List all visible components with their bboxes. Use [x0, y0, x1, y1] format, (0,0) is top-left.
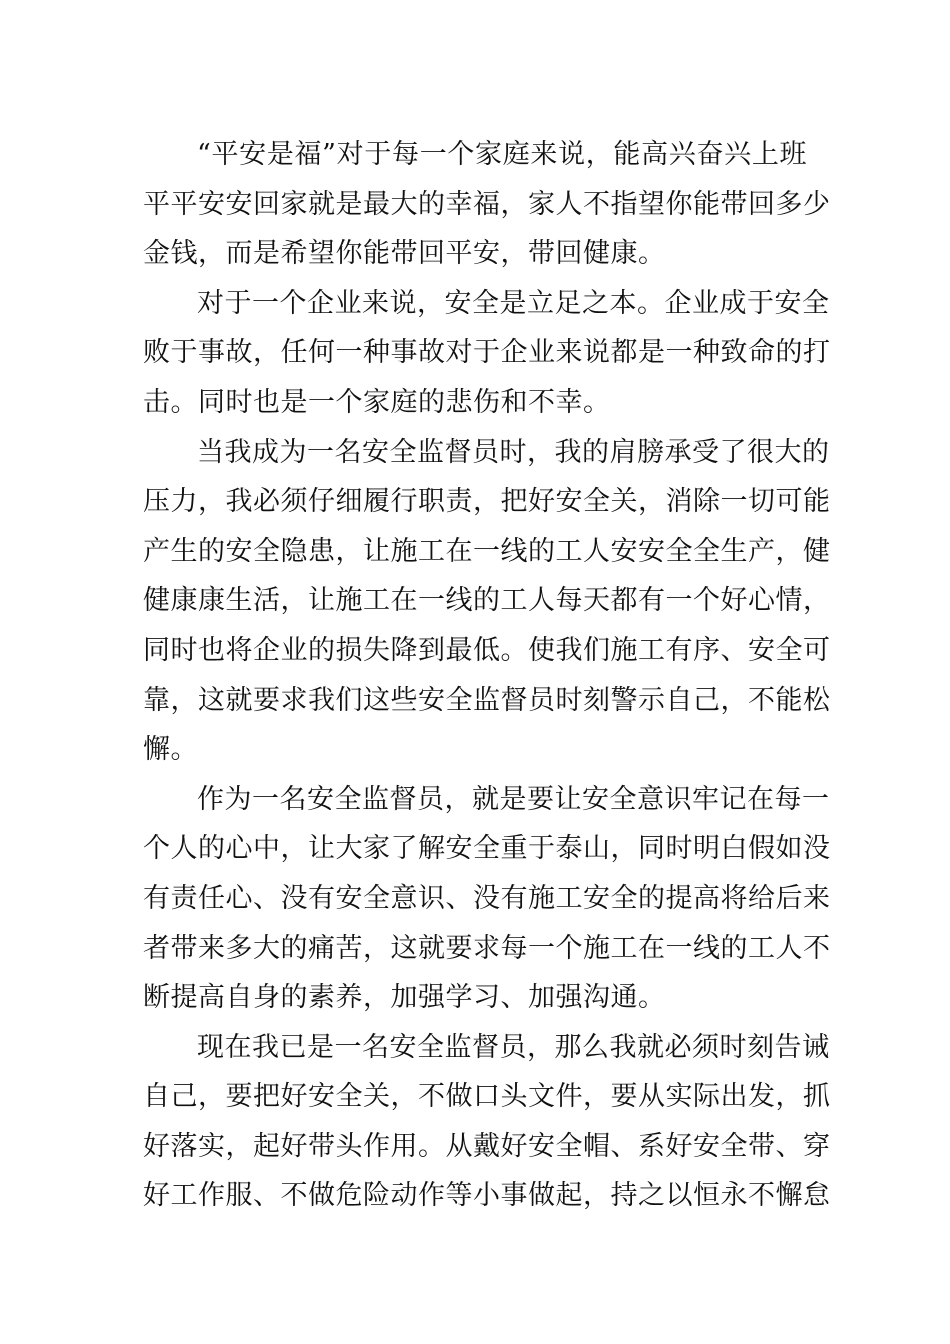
text-line: 靠，这就要求我们这些安全监督员时刻警示自己，不能松: [143, 684, 831, 716]
text-line: 自己，要把好安全关，不做口头文件，要从实际出发，抓: [143, 1081, 831, 1113]
text-line: 平平安安回家就是最大的幸福，家人不指望你能带回多少: [143, 188, 831, 220]
paragraph-2: [143, 279, 831, 428]
paragraph-4: [143, 775, 831, 1023]
text-line: 败于事故，任何一种事故对于企业来说都是一种致命的打: [143, 337, 831, 369]
text-line: 懈。: [143, 734, 198, 766]
paragraph-5: [143, 1023, 831, 1221]
text-line: 金钱，而是希望你能带回平安，带回健康。: [143, 238, 666, 270]
text-line: “平安是福”对于每一个家庭来说，能高兴奋兴上班: [197, 139, 807, 170]
text-line: 压力，我必须仔细履行职责，把好安全关，消除一切可能: [143, 486, 831, 518]
text-line: 现在我已是一名安全监督员，那么我就必须时刻告诫: [197, 1031, 830, 1063]
text-line: 健康康生活，让施工在一线的工人每天都有一个好心情，: [143, 585, 831, 617]
text-line: 作为一名安全监督员，就是要让安全意识牢记在每一: [197, 783, 830, 815]
text-line: 者带来多大的痛苦，这就要求每一个施工在一线的工人不: [143, 932, 831, 964]
text-line: 断提高自身的素养，加强学习、加强沟通。: [143, 982, 666, 1014]
paragraph-1: [143, 130, 831, 279]
text-line: 有责任心、没有安全意识、没有施工安全的提高将给后来: [143, 882, 831, 914]
text-line: 产生的安全隐患，让施工在一线的工人安安全全生产，健: [143, 535, 831, 567]
text-line: 好工作服、不做危险动作等小事做起，持之以恒永不懈怠: [143, 1180, 831, 1212]
paragraph-3: [143, 428, 831, 775]
text-line: 同时也将企业的损失降到最低。使我们施工有序、安全可: [143, 634, 831, 666]
text-line: 当我成为一名安全监督员时，我的肩膀承受了很大的: [197, 436, 830, 468]
text-line: 对于一个企业来说，安全是立足之本。企业成于安全: [197, 287, 830, 319]
text-line: 个人的心中，让大家了解安全重于泰山，同时明白假如没: [143, 833, 831, 865]
text-line: 好落实，起好带头作用。从戴好安全帽、系好安全带、穿: [143, 1130, 831, 1162]
document-body: [143, 130, 831, 1221]
text-line: 击。同时也是一个家庭的悲伤和不幸。: [143, 386, 611, 418]
